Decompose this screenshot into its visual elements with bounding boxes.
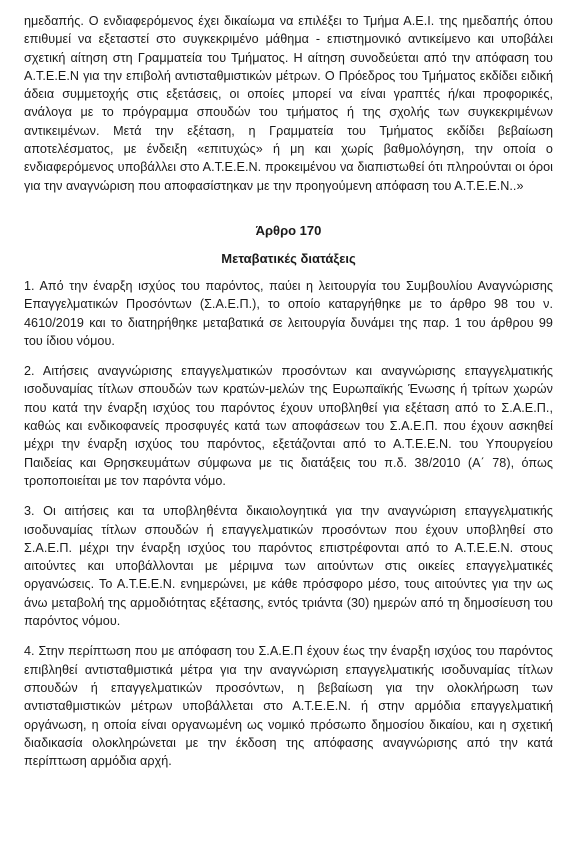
paragraph-4: 4. Στην περίπτωση που με απόφαση του Σ.Α.Ε.Π έχουν έως την έναρξη ισχύος του παρόντος επιβληθεί αντισταθμιστικά μέτρα για την αναγνώριση επαγγελματικής ισοδυναμίας τίτλων σπουδών ή επαγγελματικών προσόντων, η βεβαίωση για την ολοκλήρωση των αντισταθμιστικών μέτρων υποβάλλεται στο Α.Τ.Ε.Ε.Ν. ή στην αρμόδια επαγγελματική οργάνωση, η οποία είναι οργανωμένη ως νομικό πρόσωπο δημοσίου δικαίου, και η σχετική διαδικασία ολοκληρώνεται με την έκδοση της απόφασης αναγνώρισης από την κατά περίπτωση αρμόδια αρχή. [24,644,553,769]
paragraph-1: 1. Από την έναρξη ισχύος του παρόντος, παύει η λειτουργία του Συμβουλίου Αναγνώρισης Επαγγελματικών Προσόντων (Σ.Α.Ε.Π.), το οποίο καταργήθηκε με το άρθρο 98 του ν. 4610/2019 και το διατηρήθηκε μεταβατικά σε λειτουργία δυνάμει της παρ. 1 του άρθρου 99 του ίδιου νόμου. [24,278,553,348]
paragraph-3: 3. Οι αιτήσεις και τα υποβληθέντα δικαιολογητικά για την αναγνώριση επαγγελματικής ισοδυναμίας τίτλων σπουδών ή επαγγελματικών προσόντων που έχουν υποβληθεί στο Σ.Α.Ε.Π. μέχρι την έναρξη ισχύος του παρόντος επιστρέφονται από το Α.Τ.Ε.Ε.Ν. στους αιτούντες και υποβάλλονται με μέριμνα των αιτούντων στις οικείες επαγγελματικές οργανώσεις. Το Α.Τ.Ε.Ε.Ν. ενημερώνει, με κάθε πρόσφορο μέσο, τους αιτούντες για την ως άνω μεταβολή της αρμοδιότητας εξέτασης, εντός τριάντα (30) ημερών από τη δημοσίευση του παρόντος νόμου. [24,504,553,629]
paragraph-2: 2. Αιτήσεις αναγνώρισης επαγγελματικών προσόντων και αναγνώρισης επαγγελματικής ισοδυναμίας τίτλων σπουδών των κρατών-μελών της Ευρωπαϊκής Ένωσης ή τρίτων χωρών που κατά την έναρξη ισχύος του παρόντος έχουν υποβληθεί για εξέταση από το Σ.Α.Ε.Π., καθώς και ενδικοφανείς προσφυγές κατά των αποφάσεων του Σ.Α.Ε.Π. που έχουν ασκηθεί μέχρι την έναρξη ισχύος του παρόντος, εξετάζονται από το Α.Τ.Ε.Ε.Ν. του Υπουργείου Παιδείας και Θρησκευμάτων σύμφωνα με τις διατάξεις του π.δ. 38/2010 (Α΄ 78), όπως τροποποιείται με τον παρόντα νόμο. [24,364,553,488]
document-page [24,12,553,782]
intro-paragraph: ημεδαπής. Ο ενδιαφερόμενος έχει δικαίωμα να επιλέξει το Τμήμα Α.Ε.Ι. της ημεδαπής όπου επιθυμεί να εξεταστεί στο συγκεκριμένο μάθημα - επιστημονικό αντικείμενο και υποβάλει σχετική αίτηση στη Γραμματεία του Τμήματος. Η αίτηση συνοδεύεται από την απόφαση του Α.Τ.Ε.Ε.Ν για την επιβολή αντισταθμιστικών μέτρων. Ο Πρόεδρος του Τμήματος εκδίδει ειδική άδεια συμμετοχής στις εξετάσεις, οι οποίες μπορεί να είναι γραπτές ή/και προφορικές, ανάλογα με το πρόγραμμα σπουδών του τμήματος ή της σχολής των συγκεκριμένων αντικειμένων. Μετά την εξέταση, η Γραμματεία του Τμήματος εκδίδει βεβαίωση αποτελέσματος, με ένδειξη «επιτυχώς» ή μη και χωρίς βαθμολόγηση, την οποία ο ενδιαφερόμενος υποβάλλει στο Α.Τ.Ε.Ε.Ν. προκειμένου να διαπιστωθεί ότι πληρούνται οι όροι για την αναγνώριση που αποφασίστηκαν με την προηγούμενη απόφαση του Α.Τ.Ε.Ε.Ν..» [24,14,553,193]
article-heading: Μεταβατικές διατάξεις [221,250,356,266]
article-number: Άρθρο 170 [255,222,322,238]
